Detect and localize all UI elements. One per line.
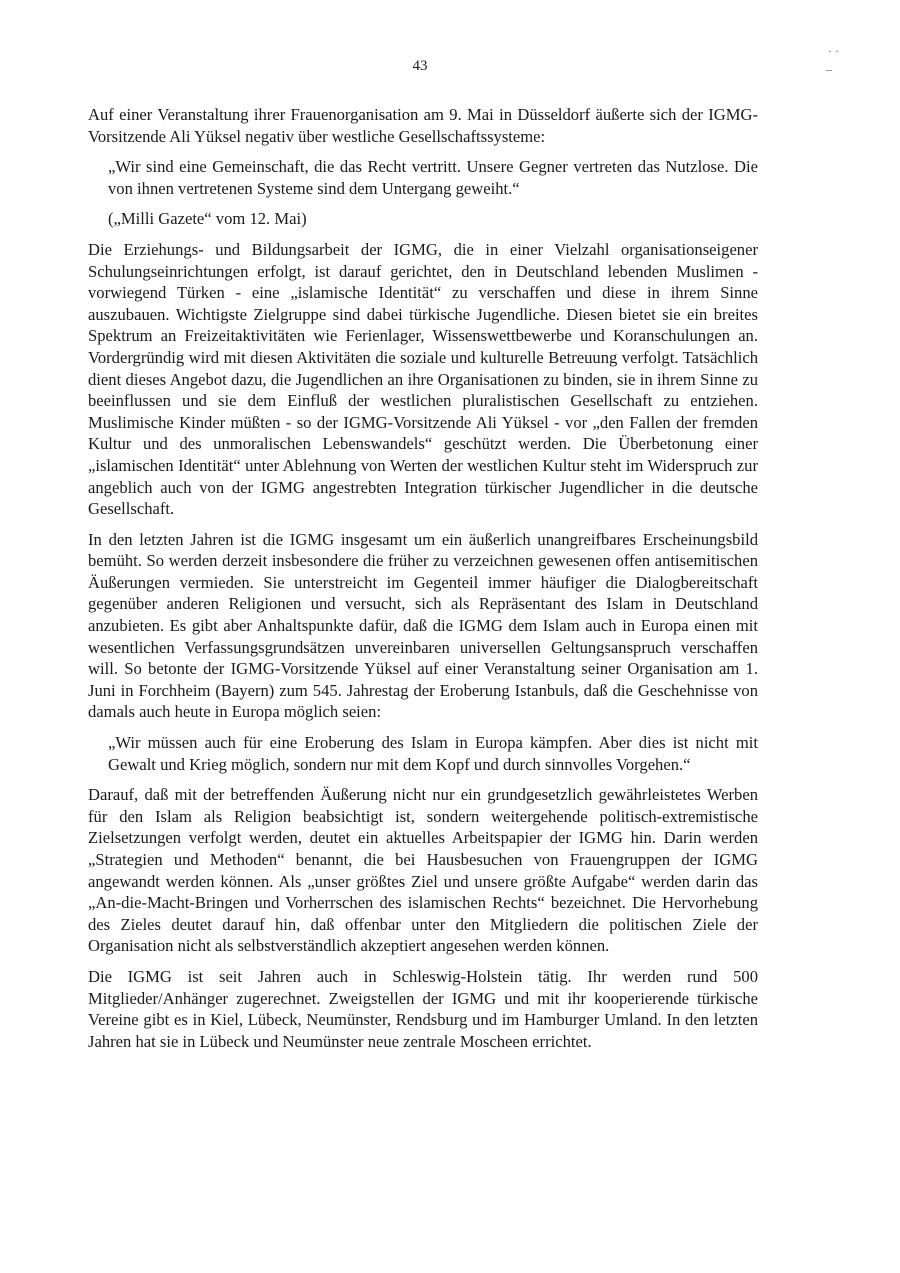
paragraph-intro: Auf einer Veranstaltung ihrer Frauenorganisation am 9. Mai in Düsseldorf äußerte sich der IGMG-Vorsitzende Ali Yüksel negativ über westliche Gesellschaftssysteme: — [88, 105, 758, 146]
body-text — [88, 104, 758, 1061]
scan-speck: – — [826, 62, 832, 76]
quote-gemeinschaft: „Wir sind eine Gemeinschaft, die das Recht vertritt. Unsere Gegner vertreten das Nutzlose. Die von ihnen vertretenen Systeme sind dem Untergang geweiht.“ — [108, 157, 758, 198]
paragraph-schleswig-holstein: Die IGMG ist seit Jahren auch in Schleswig-Holstein tätig. Ihr werden rund 500 Mitglieder/Anhänger zugerechnet. Zweigstellen der IGMG und mit ihr kooperierende türkische Vereine gibt es in Kiel, Lübeck, Neumünster, Rendsburg und im Hamburger Umland. In den letzten Jahren hat sie in Lübeck und Neumünster neue zentrale Moscheen errichtet. — [88, 966, 758, 1051]
paragraph-erscheinungsbild: In den letzten Jahren ist die IGMG insgesamt um ein äußerlich unangreifbares Erscheinungsbild bemüht. So werden derzeit insbesondere die früher zu verzeichnen gewesenen offen antisemitischen Äußerungen vermieden. Sie unterstreicht im Gegenteil immer häufiger die Dialogbereitschaft gegenüber anderen Religionen und versucht, sich als Repräsentant des Islam in Deutschland anzubieten. Es gibt aber Anhaltspunkte dafür, daß die IGMG dem Islam auch in Europa einen mit wesentlichen Verfassungsgrundsätzen unvereinbaren universellen Geltungsanspruch verschaffen will. So betonte der IGMG-Vorsitzende Yüksel auf einer Veranstaltung seiner Organisation am 1. Juni in Forchheim (Bayern) zum 545. Jahrestag der Eroberung Istanbuls, daß die Geschehnisse von damals auch heute in Europa möglich seien: — [88, 529, 758, 722]
quote-source: („Milli Gazete“ vom 12. Mai) — [108, 209, 307, 229]
paragraph-bildungsarbeit: Die Erziehungs- und Bildungsarbeit der IGMG, die in einer Vielzahl organisationseigener Schulungseinrichtungen erfolgt, ist darauf gerichtet, den in Deutschland lebenden Muslimen - vorwiegend Türken - eine „islamische Identität“ zu verschaffen und diese in ihrem Sinne auszubauen. Wichtigste Zielgruppe sind dabei türkische Jugendliche. Diesen bietet sie ein breites Spektrum an Freizeitaktivitäten wie Ferienlager, Wissenswettbewerbe und Koranschulungen an. Vordergründig wird mit diesen Aktivitäten die soziale und kulturelle Betreuung verfolgt. Tatsächlich dient dieses Angebot dazu, die Jugendlichen an ihre Organisationen zu binden, sie in ihrem Sinne zu beeinflussen und sie dem Einfluß der westlichen pluralistischen Gesellschaft zu entziehen. Muslimische Kinder müßten - so der IGMG-Vorsitzende Ali Yüksel - vor „den Fallen der fremden Kultur und des unmoralischen Lebenswandels“ geschützt werden. Die Überbetonung einer „islamischen Identität“ unter Ablehnung von Werten der westlichen Kultur steht im Widerspruch zur angeblich auch von der IGMG angestrebten Integration türkischer Jugendlicher in die deutsche Gesellschaft. — [88, 239, 758, 519]
page-number: 43 — [412, 58, 428, 74]
scan-speck: · · — [828, 44, 839, 58]
quote-eroberung: „Wir müssen auch für eine Eroberung des Islam in Europa kämpfen. Aber dies ist nicht mit Gewalt und Krieg möglich, sondern nur mit dem Kopf und durch sinnvolles Vorgehen.“ — [108, 733, 758, 774]
paragraph-arbeitspapier: Darauf, daß mit der betreffenden Äußerung nicht nur ein grundgesetzlich gewährleistetes Werben für den Islam als Religion beabsichtigt ist, sondern weitergehende politisch-extremistische Zielsetzungen verfolgt werden, deutet ein aktuelles Arbeitspapier der IGMG hin. Darin werden „Strategien und Methoden“ benannt, die bei Hausbesuchen von Frauengruppen der IGMG angewandt werden können. Als „unser größtes Ziel und unsere größte Aufgabe“ werden darin das „An-die-Macht-Bringen und Vorherrschen des islamischen Rechts“ bezeichnet. Die Hervorhebung des Zieles deutet darauf hin, daß offenbar unter den Mitgliedern die politischen Ziele der Organisation nicht als selbstverständlich akzeptiert angesehen werden können. — [88, 785, 758, 956]
